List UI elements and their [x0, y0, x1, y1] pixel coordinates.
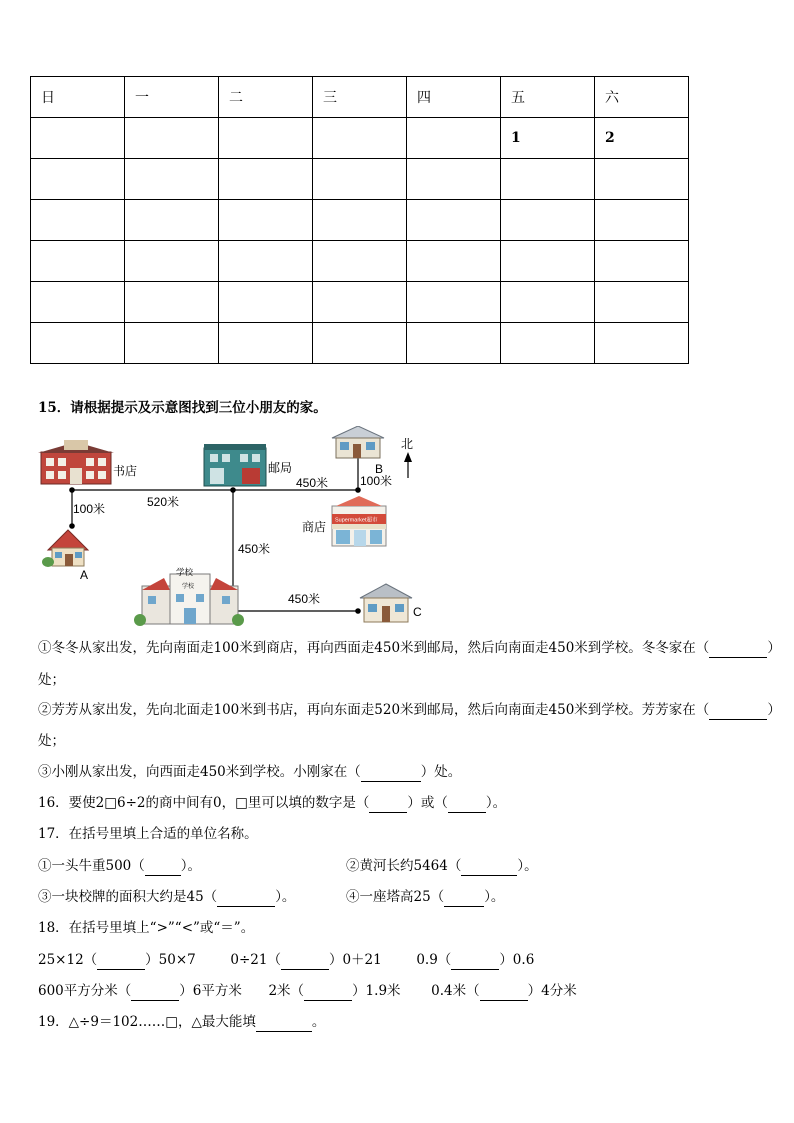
house-a-icon — [42, 530, 88, 567]
calendar-cell — [313, 282, 407, 323]
calendar-cell — [125, 159, 219, 200]
house-c-label: C — [413, 605, 422, 619]
item-text: ） — [767, 640, 781, 656]
item-text: ①一头牛重500（ — [38, 858, 145, 874]
calendar-cell — [125, 241, 219, 282]
item-text: 0.9（ — [416, 952, 452, 968]
calendar-cell — [407, 323, 501, 364]
calendar-cell — [407, 282, 501, 323]
bookstore-building-icon — [38, 440, 114, 484]
item-text: 25×12（ — [38, 952, 98, 968]
house-b-icon — [332, 426, 384, 458]
calendar-cell — [595, 323, 689, 364]
calendar-cell — [125, 282, 219, 323]
calendar-table — [30, 76, 689, 364]
item-text: 16．要使2□6÷2的商中间有0，□里可以填的数字是（ — [38, 795, 370, 811]
calendar-header: 一 — [125, 77, 219, 118]
item-text: ）6平方米 — [179, 983, 242, 999]
calendar-header: 日 — [31, 77, 125, 118]
answer-blank[interactable] — [256, 1015, 312, 1032]
item-text: ）0＋21 — [328, 952, 382, 968]
answer-blank[interactable] — [361, 765, 421, 782]
calendar-header: 四 — [407, 77, 501, 118]
item-text: ） — [767, 702, 781, 718]
question-15-item-3 — [38, 762, 461, 782]
calendar-cell — [407, 241, 501, 282]
calendar-cell — [219, 200, 313, 241]
item-text: ）或（ — [407, 795, 448, 811]
item-text: ）。 — [275, 889, 296, 905]
calendar-header: 五 — [501, 77, 595, 118]
item-text: ③一块校牌的面积大约是45（ — [38, 889, 218, 905]
calendar-cell — [313, 323, 407, 364]
calendar-cell — [407, 159, 501, 200]
item-text: 。 — [311, 1014, 326, 1030]
calendar-cell — [501, 159, 595, 200]
calendar-header: 六 — [595, 77, 689, 118]
question-18-row-1 — [38, 950, 534, 970]
calendar-cell — [31, 323, 125, 364]
item-text: ）50×7 — [145, 952, 196, 968]
calendar-cell — [407, 200, 501, 241]
question-17-item-3 — [38, 887, 295, 907]
item-text: ①冬冬从家出发，先向南面走100米到商店，再向西面走450米到邮局，然后向南面走450米到学校。冬冬家在（ — [38, 640, 710, 656]
calendar-cell — [595, 282, 689, 323]
item-text: ②黄河长约5464（ — [346, 858, 462, 874]
item-text: ④一座塔高25（ — [346, 889, 445, 905]
answer-blank[interactable] — [709, 703, 767, 720]
question-15-item-2 — [38, 700, 781, 720]
house-a-label: A — [80, 568, 89, 582]
item-text: ）。 — [180, 858, 202, 874]
shop-label: 商店 — [302, 520, 327, 534]
calendar-cell — [313, 200, 407, 241]
answer-blank[interactable] — [281, 953, 329, 970]
item-text: ）。 — [485, 795, 507, 811]
calendar-cell — [219, 118, 313, 159]
question-17-item-1 — [38, 856, 201, 876]
calendar-cell — [407, 118, 501, 159]
answer-blank[interactable] — [709, 641, 767, 658]
question-15-item-2-cont: 处； — [38, 733, 65, 749]
calendar-cell — [125, 118, 219, 159]
calendar-cell — [31, 200, 125, 241]
calendar-cell — [219, 282, 313, 323]
post-office-label: 邮局 — [268, 461, 293, 475]
distance-school-c: 450米 — [288, 592, 321, 606]
bookstore-label: 书店 — [113, 464, 138, 478]
calendar-cell — [219, 323, 313, 364]
item-text: ②芳芳从家出发，先向北面走100米到书店，再向东面走520米到邮局，然后向南面走450米到学校。芳芳家在（ — [38, 702, 710, 718]
shop-sign: Supermarket超市 — [335, 517, 378, 524]
calendar-cell — [125, 200, 219, 241]
calendar-cell — [219, 159, 313, 200]
school-building-icon — [134, 574, 244, 626]
question-17-item-4 — [346, 887, 504, 907]
calendar-cell: 2 — [595, 118, 689, 159]
answer-blank[interactable] — [304, 984, 352, 1001]
calendar-cell — [31, 159, 125, 200]
answer-blank[interactable] — [480, 984, 528, 1001]
distance-bookstore-post: 520米 — [147, 495, 180, 509]
calendar-row — [31, 282, 689, 323]
question-16 — [38, 793, 506, 813]
calendar-header: 二 — [219, 77, 313, 118]
item-text: ）1.9米 — [352, 983, 401, 999]
calendar-cell — [595, 200, 689, 241]
answer-blank[interactable] — [217, 890, 275, 907]
question-18-row-2 — [38, 981, 577, 1001]
item-text: ）4分米 — [527, 983, 577, 999]
calendar-row — [31, 241, 689, 282]
question-15-item-1-cont: 处； — [38, 672, 65, 688]
calendar-cell: 1 — [501, 118, 595, 159]
distance-post-school: 450米 — [238, 542, 271, 556]
answer-blank[interactable] — [444, 890, 484, 907]
house-c-icon — [360, 584, 412, 622]
calendar-cell — [313, 241, 407, 282]
item-text: ）0.6 — [499, 952, 535, 968]
post-office-building-icon — [204, 444, 266, 486]
calendar-header: 三 — [313, 77, 407, 118]
question-15-item-1 — [38, 638, 781, 658]
question-19 — [38, 1012, 325, 1032]
calendar-cell — [595, 241, 689, 282]
calendar-cell — [313, 118, 407, 159]
question-15-title: 15．请根据提示及示意图找到三位小朋友的家。 — [38, 400, 327, 416]
calendar-cell — [125, 323, 219, 364]
school-sign: 学校 — [182, 584, 195, 590]
item-text: ）。 — [484, 889, 505, 905]
question-18-title: 18．在括号里填上“>”“<”或“＝”。 — [38, 920, 255, 936]
north-arrow-icon — [404, 452, 412, 478]
item-text: ）。 — [517, 858, 538, 874]
question-17-item-2 — [346, 856, 538, 876]
calendar-cell — [31, 282, 125, 323]
distance-post-junction: 450米 — [296, 476, 329, 490]
answer-blank[interactable] — [461, 859, 517, 876]
answer-blank[interactable] — [131, 984, 179, 1001]
item-text: 2米（ — [268, 983, 305, 999]
north-label: 北 — [401, 437, 414, 451]
item-text: 600平方分米（ — [38, 983, 132, 999]
calendar-cell — [501, 200, 595, 241]
school-top-label: 学校 — [176, 567, 194, 577]
house-b-label: B — [375, 462, 384, 476]
calendar-row — [31, 200, 689, 241]
calendar-cell — [219, 241, 313, 282]
answer-blank[interactable] — [369, 796, 407, 813]
answer-blank[interactable] — [97, 953, 145, 970]
answer-blank[interactable] — [145, 859, 181, 876]
calendar-cell — [31, 118, 125, 159]
item-text: ）处。 — [420, 764, 462, 780]
calendar-row — [31, 159, 689, 200]
item-text: 19．△÷9＝102……□，△最大能填 — [38, 1014, 256, 1030]
calendar-cell — [501, 282, 595, 323]
calendar-header-row — [31, 77, 689, 118]
calendar-cell — [31, 241, 125, 282]
item-text: ③小刚从家出发，向西面走450米到学校。小刚家在（ — [38, 764, 361, 780]
distance-a-bookstore: 100米 — [73, 502, 106, 516]
calendar-cell — [501, 323, 595, 364]
calendar-cell — [313, 159, 407, 200]
question-17-title: 17．在括号里填上合适的单位名称。 — [38, 826, 258, 842]
answer-blank[interactable] — [451, 953, 499, 970]
calendar-cell — [595, 159, 689, 200]
answer-blank[interactable] — [448, 796, 486, 813]
route-map — [36, 426, 436, 631]
item-text: 0.4米（ — [431, 983, 480, 999]
calendar-row — [31, 323, 689, 364]
distance-b-shop: 100米 — [360, 474, 393, 488]
item-text: 0÷21（ — [230, 952, 281, 968]
calendar-row — [31, 118, 689, 159]
calendar-cell — [501, 241, 595, 282]
